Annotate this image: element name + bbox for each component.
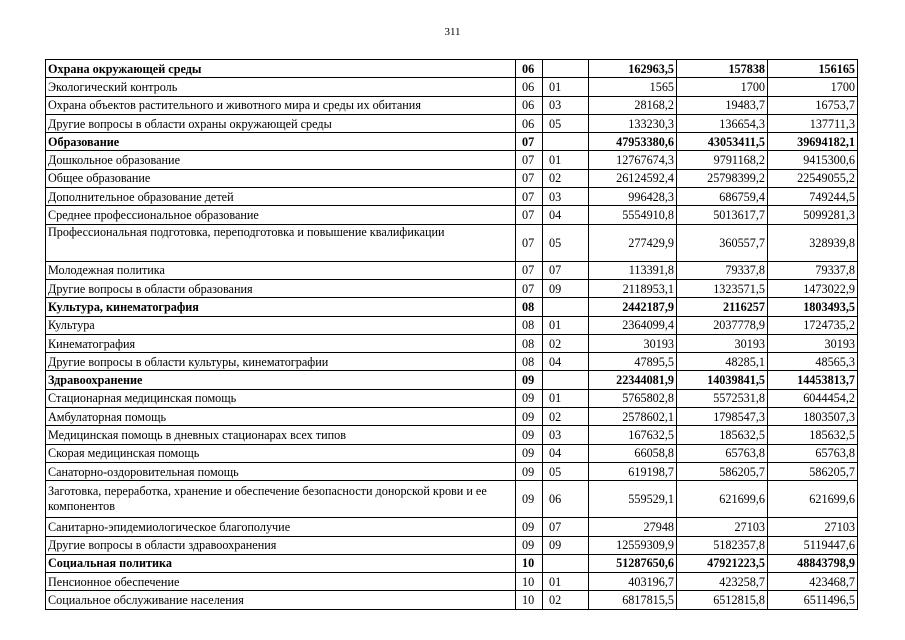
cell-name: Общее образование <box>46 169 516 187</box>
table-body <box>46 60 858 610</box>
cell-name: Санаторно-оздоровительная помощь <box>46 462 516 480</box>
cell-value-2: 25798399,2 <box>677 169 768 187</box>
table-row <box>46 518 858 536</box>
cell-section-code: 09 <box>516 389 543 407</box>
cell-value-2: 43053411,5 <box>677 133 768 151</box>
cell-subsection-code: 03 <box>543 96 589 114</box>
cell-value-3: 5099281,3 <box>768 206 858 224</box>
cell-value-2: 2037778,9 <box>677 316 768 334</box>
table-row <box>46 353 858 371</box>
cell-section-code: 07 <box>516 206 543 224</box>
cell-value-1: 6817815,5 <box>589 591 677 609</box>
cell-section-code: 10 <box>516 591 543 609</box>
cell-section-code: 08 <box>516 316 543 334</box>
cell-subsection-code: 05 <box>543 114 589 132</box>
cell-subsection-code: 07 <box>543 261 589 279</box>
cell-value-3: 156165 <box>768 60 858 78</box>
cell-subsection-code: 02 <box>543 169 589 187</box>
table-row <box>46 444 858 462</box>
cell-value-1: 28168,2 <box>589 96 677 114</box>
cell-section-code: 07 <box>516 151 543 169</box>
cell-value-1: 27948 <box>589 518 677 536</box>
table-row <box>46 78 858 96</box>
cell-value-1: 30193 <box>589 334 677 352</box>
cell-value-2: 136654,3 <box>677 114 768 132</box>
cell-value-2: 27103 <box>677 518 768 536</box>
cell-subsection-code: 06 <box>543 481 589 518</box>
cell-subsection-code <box>543 298 589 316</box>
cell-name: Медицинская помощь в дневных стационарах всех типов <box>46 426 516 444</box>
cell-name: Социальное обслуживание населения <box>46 591 516 609</box>
table-row <box>46 536 858 554</box>
cell-value-3: 14453813,7 <box>768 371 858 389</box>
table-row <box>46 169 858 187</box>
table-row <box>46 334 858 352</box>
table-row <box>46 573 858 591</box>
cell-value-1: 996428,3 <box>589 188 677 206</box>
cell-section-code: 07 <box>516 188 543 206</box>
cell-value-1: 403196,7 <box>589 573 677 591</box>
cell-value-3: 1724735,2 <box>768 316 858 334</box>
cell-section-code: 06 <box>516 60 543 78</box>
cell-subsection-code: 05 <box>543 224 589 261</box>
cell-value-3: 1700 <box>768 78 858 96</box>
cell-name: Охрана окружающей среды <box>46 60 516 78</box>
cell-value-2: 48285,1 <box>677 353 768 371</box>
table-row <box>46 151 858 169</box>
cell-value-2: 65763,8 <box>677 444 768 462</box>
cell-name: Здравоохранение <box>46 371 516 389</box>
cell-value-2: 686759,4 <box>677 188 768 206</box>
cell-subsection-code: 04 <box>543 206 589 224</box>
cell-subsection-code: 09 <box>543 279 589 297</box>
cell-name: Амбулаторная помощь <box>46 408 516 426</box>
cell-name: Другие вопросы в области культуры, кинематографии <box>46 353 516 371</box>
cell-value-1: 51287650,6 <box>589 554 677 572</box>
cell-name: Профессиональная подготовка, переподготовка и повышение квалификации <box>46 224 516 261</box>
cell-section-code: 08 <box>516 298 543 316</box>
cell-subsection-code: 07 <box>543 518 589 536</box>
cell-value-3: 27103 <box>768 518 858 536</box>
cell-value-3: 1803507,3 <box>768 408 858 426</box>
cell-section-code: 06 <box>516 96 543 114</box>
cell-value-2: 423258,7 <box>677 573 768 591</box>
cell-section-code: 07 <box>516 133 543 151</box>
cell-name: Образование <box>46 133 516 151</box>
cell-subsection-code: 01 <box>543 573 589 591</box>
cell-value-1: 47953380,6 <box>589 133 677 151</box>
section-row <box>46 298 858 316</box>
cell-value-1: 12559309,9 <box>589 536 677 554</box>
cell-subsection-code: 02 <box>543 408 589 426</box>
cell-name: Среднее профессиональное образование <box>46 206 516 224</box>
table-row <box>46 481 858 518</box>
table-row <box>46 462 858 480</box>
table-row <box>46 389 858 407</box>
cell-name: Дополнительное образование детей <box>46 188 516 206</box>
cell-value-3: 5119447,6 <box>768 536 858 554</box>
cell-value-1: 2578602,1 <box>589 408 677 426</box>
cell-value-3: 137711,3 <box>768 114 858 132</box>
table-row <box>46 426 858 444</box>
cell-subsection-code: 04 <box>543 444 589 462</box>
cell-value-2: 14039841,5 <box>677 371 768 389</box>
table-row <box>46 224 858 261</box>
cell-value-1: 66058,8 <box>589 444 677 462</box>
cell-value-3: 185632,5 <box>768 426 858 444</box>
cell-section-code: 06 <box>516 114 543 132</box>
section-row <box>46 133 858 151</box>
cell-section-code: 07 <box>516 224 543 261</box>
cell-name: Охрана объектов растительного и животного мира и среды их обитания <box>46 96 516 114</box>
cell-subsection-code: 03 <box>543 188 589 206</box>
cell-value-2: 2116257 <box>677 298 768 316</box>
cell-value-3: 65763,8 <box>768 444 858 462</box>
cell-section-code: 09 <box>516 518 543 536</box>
cell-value-2: 30193 <box>677 334 768 352</box>
section-row <box>46 554 858 572</box>
cell-value-3: 1473022,9 <box>768 279 858 297</box>
cell-value-3: 423468,7 <box>768 573 858 591</box>
cell-value-2: 6512815,8 <box>677 591 768 609</box>
cell-value-2: 79337,8 <box>677 261 768 279</box>
cell-value-3: 6511496,5 <box>768 591 858 609</box>
cell-value-3: 586205,7 <box>768 462 858 480</box>
budget-table <box>45 59 858 610</box>
table-row <box>46 206 858 224</box>
cell-section-code: 09 <box>516 462 543 480</box>
cell-value-1: 277429,9 <box>589 224 677 261</box>
cell-name: Кинематография <box>46 334 516 352</box>
cell-section-code: 10 <box>516 554 543 572</box>
cell-value-1: 12767674,3 <box>589 151 677 169</box>
cell-value-2: 19483,7 <box>677 96 768 114</box>
cell-value-1: 47895,5 <box>589 353 677 371</box>
table-row <box>46 188 858 206</box>
cell-value-1: 559529,1 <box>589 481 677 518</box>
cell-value-2: 360557,7 <box>677 224 768 261</box>
cell-value-3: 621699,6 <box>768 481 858 518</box>
table-row <box>46 96 858 114</box>
cell-value-3: 79337,8 <box>768 261 858 279</box>
cell-value-2: 47921223,5 <box>677 554 768 572</box>
cell-value-1: 2118953,1 <box>589 279 677 297</box>
cell-value-2: 5572531,8 <box>677 389 768 407</box>
cell-value-3: 48565,3 <box>768 353 858 371</box>
cell-name: Скорая медицинская помощь <box>46 444 516 462</box>
cell-section-code: 09 <box>516 408 543 426</box>
cell-section-code: 09 <box>516 371 543 389</box>
cell-value-3: 48843798,9 <box>768 554 858 572</box>
cell-name: Социальная политика <box>46 554 516 572</box>
cell-subsection-code: 01 <box>543 78 589 96</box>
cell-value-2: 9791168,2 <box>677 151 768 169</box>
cell-section-code: 07 <box>516 261 543 279</box>
cell-value-1: 619198,7 <box>589 462 677 480</box>
cell-value-1: 5765802,8 <box>589 389 677 407</box>
cell-value-2: 157838 <box>677 60 768 78</box>
cell-section-code: 09 <box>516 426 543 444</box>
cell-subsection-code: 01 <box>543 151 589 169</box>
cell-name: Другие вопросы в области образования <box>46 279 516 297</box>
cell-subsection-code <box>543 554 589 572</box>
cell-subsection-code <box>543 60 589 78</box>
cell-name: Заготовка, переработка, хранение и обеспечение безопасности донорской крови и ее компонентов <box>46 481 516 518</box>
cell-name: Санитарно-эпидемиологическое благополучие <box>46 518 516 536</box>
cell-value-2: 5182357,8 <box>677 536 768 554</box>
cell-subsection-code <box>543 371 589 389</box>
cell-section-code: 08 <box>516 334 543 352</box>
cell-subsection-code: 02 <box>543 591 589 609</box>
cell-subsection-code: 01 <box>543 316 589 334</box>
cell-name: Молодежная политика <box>46 261 516 279</box>
cell-subsection-code: 02 <box>543 334 589 352</box>
cell-value-3: 328939,8 <box>768 224 858 261</box>
table-row <box>46 114 858 132</box>
cell-subsection-code: 04 <box>543 353 589 371</box>
cell-subsection-code: 01 <box>543 389 589 407</box>
cell-subsection-code: 03 <box>543 426 589 444</box>
cell-value-2: 1798547,3 <box>677 408 768 426</box>
cell-value-2: 1323571,5 <box>677 279 768 297</box>
cell-subsection-code <box>543 133 589 151</box>
cell-value-1: 113391,8 <box>589 261 677 279</box>
cell-value-1: 1565 <box>589 78 677 96</box>
cell-section-code: 09 <box>516 444 543 462</box>
cell-value-3: 22549055,2 <box>768 169 858 187</box>
cell-name: Другие вопросы в области охраны окружающей среды <box>46 114 516 132</box>
cell-value-3: 6044454,2 <box>768 389 858 407</box>
cell-value-1: 26124592,4 <box>589 169 677 187</box>
cell-name: Пенсионное обеспечение <box>46 573 516 591</box>
cell-section-code: 07 <box>516 279 543 297</box>
cell-value-1: 5554910,8 <box>589 206 677 224</box>
cell-value-2: 1700 <box>677 78 768 96</box>
cell-name: Другие вопросы в области здравоохранения <box>46 536 516 554</box>
cell-value-3: 16753,7 <box>768 96 858 114</box>
cell-value-3: 749244,5 <box>768 188 858 206</box>
cell-name: Культура, кинематография <box>46 298 516 316</box>
cell-value-1: 167632,5 <box>589 426 677 444</box>
cell-section-code: 10 <box>516 573 543 591</box>
cell-value-1: 162963,5 <box>589 60 677 78</box>
section-row <box>46 60 858 78</box>
table-row <box>46 261 858 279</box>
cell-value-2: 185632,5 <box>677 426 768 444</box>
cell-section-code: 09 <box>516 536 543 554</box>
cell-subsection-code: 05 <box>543 462 589 480</box>
table-row <box>46 316 858 334</box>
cell-name: Стационарная медицинская помощь <box>46 389 516 407</box>
cell-section-code: 09 <box>516 481 543 518</box>
section-row <box>46 371 858 389</box>
cell-value-3: 30193 <box>768 334 858 352</box>
table-row <box>46 279 858 297</box>
cell-name: Культура <box>46 316 516 334</box>
cell-value-2: 586205,7 <box>677 462 768 480</box>
cell-value-2: 621699,6 <box>677 481 768 518</box>
cell-value-1: 133230,3 <box>589 114 677 132</box>
cell-value-3: 9415300,6 <box>768 151 858 169</box>
page-number: 311 <box>444 26 461 38</box>
cell-section-code: 06 <box>516 78 543 96</box>
cell-name: Экологический контроль <box>46 78 516 96</box>
table-row <box>46 591 858 609</box>
cell-value-1: 2442187,9 <box>589 298 677 316</box>
cell-value-2: 5013617,7 <box>677 206 768 224</box>
cell-value-3: 1803493,5 <box>768 298 858 316</box>
cell-section-code: 07 <box>516 169 543 187</box>
cell-subsection-code: 09 <box>543 536 589 554</box>
cell-value-1: 2364099,4 <box>589 316 677 334</box>
cell-value-3: 39694182,1 <box>768 133 858 151</box>
cell-section-code: 08 <box>516 353 543 371</box>
table-row <box>46 408 858 426</box>
cell-name: Дошкольное образование <box>46 151 516 169</box>
cell-value-1: 22344081,9 <box>589 371 677 389</box>
